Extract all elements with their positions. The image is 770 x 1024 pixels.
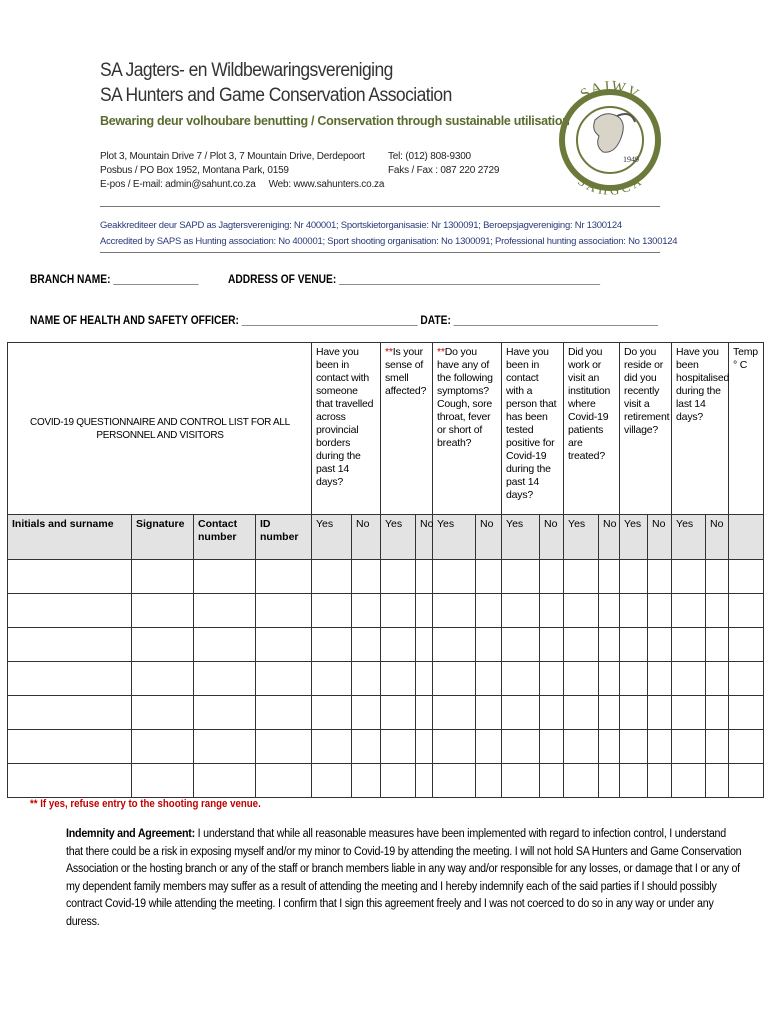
entry-cell[interactable] (256, 662, 312, 696)
entry-cell[interactable] (312, 730, 352, 764)
accreditation-afrikaans: Geakkrediteer deur SAPD as Jagtersvereniging: Nr 400001; Sportskietorganisasie: Nr 1300091; Beroepsjagvereniging: Nr 1300124 (100, 220, 622, 231)
header-no: No (352, 515, 381, 560)
question-travel-contact: Have you been in contact with someone that travelled across provincial borders during the past 14 days? (312, 343, 381, 515)
entry-cell[interactable] (502, 662, 540, 696)
entry-cell[interactable] (648, 594, 672, 628)
entry-cell[interactable] (381, 764, 416, 798)
entry-cell[interactable] (132, 594, 194, 628)
entry-cell[interactable] (132, 764, 194, 798)
entry-cell[interactable] (8, 662, 132, 696)
entry-cell[interactable] (648, 764, 672, 798)
entry-cell[interactable] (706, 560, 729, 594)
question-temperature: Temp ° C (729, 343, 764, 515)
header-yes: Yes (620, 515, 648, 560)
table-row (8, 662, 764, 696)
entry-cell[interactable] (599, 730, 620, 764)
entry-cell[interactable] (620, 560, 648, 594)
question-institution: Did you work or visit an institution where Covid-19 patients are treated? (564, 343, 620, 515)
entry-cell[interactable] (416, 696, 433, 730)
entry-cell[interactable] (502, 594, 540, 628)
entry-cell[interactable] (352, 594, 381, 628)
entry-cell[interactable] (476, 628, 502, 662)
entry-cell[interactable] (352, 764, 381, 798)
table-row (8, 764, 764, 798)
question-row (8, 343, 764, 515)
entry-cell[interactable] (433, 628, 476, 662)
header-yes: Yes (433, 515, 476, 560)
logo-top-text: SAJWV (577, 78, 642, 104)
table-row (8, 560, 764, 594)
entry-cell[interactable] (476, 662, 502, 696)
entry-cell[interactable] (416, 560, 433, 594)
entry-cell[interactable] (476, 696, 502, 730)
entry-cell[interactable] (540, 696, 564, 730)
entry-cell[interactable] (620, 730, 648, 764)
entry-cell[interactable] (706, 730, 729, 764)
header-yes: Yes (312, 515, 352, 560)
entry-cell[interactable] (502, 560, 540, 594)
entry-cell[interactable] (416, 662, 433, 696)
entry-cell[interactable] (648, 628, 672, 662)
entry-cell[interactable] (672, 764, 706, 798)
entry-cell[interactable] (620, 696, 648, 730)
header-no: No (476, 515, 502, 560)
entry-cell[interactable] (352, 730, 381, 764)
health-safety-officer-field[interactable]: NAME OF HEALTH AND SAFETY OFFICER: _______________________________ DATE: ____________________________________ (30, 313, 658, 327)
entry-cell[interactable] (8, 764, 132, 798)
entry-cell[interactable] (672, 662, 706, 696)
entry-cell[interactable] (599, 628, 620, 662)
entry-cell[interactable] (502, 764, 540, 798)
entry-cell[interactable] (194, 730, 256, 764)
entry-cell[interactable] (648, 696, 672, 730)
entry-cell[interactable] (476, 594, 502, 628)
entry-cell[interactable] (352, 560, 381, 594)
entry-cell[interactable] (256, 696, 312, 730)
indemnity-text: I understand that while all reasonable measures have been implemented with regard to infection control, I understand that there could be a risk in exposing myself and/or my minor to Covid-19 by attending the meeting. I will not hold SA Hunters and Game Conservation Association or the hosting branch or any of the staff or branch members liable in any way and/or responsible for any losses, or damage that I or any of my dependent family members may suffer as a result of attending the meeting and I hereby indemnify each of the said parties if I should possibly contract Covid-19 while attending the meeting. I confirm that I sign this agreement freely and I was not coerced to do so in any way or under any duress. (66, 828, 742, 928)
indemnity-label: Indemnity and Agreement: (66, 828, 195, 840)
entry-cell[interactable] (381, 730, 416, 764)
header-no: No (599, 515, 620, 560)
entry-cell[interactable] (256, 730, 312, 764)
indemnity-paragraph (66, 826, 742, 931)
header-yes: Yes (672, 515, 706, 560)
entry-cell[interactable] (706, 628, 729, 662)
column-header-row (8, 515, 764, 560)
entry-cell[interactable] (502, 730, 540, 764)
header-id-number: ID number (256, 515, 312, 560)
refuse-entry-note: ** If yes, refuse entry to the shooting range venue. (30, 798, 261, 810)
address-block (100, 150, 384, 192)
entry-cell[interactable] (729, 594, 764, 628)
entry-cell[interactable] (599, 764, 620, 798)
entry-cell[interactable] (540, 628, 564, 662)
entry-cell[interactable] (706, 594, 729, 628)
entry-cell[interactable] (564, 560, 599, 594)
entry-cell[interactable] (540, 764, 564, 798)
table-row (8, 730, 764, 764)
entry-cell[interactable] (540, 594, 564, 628)
entry-cell[interactable] (433, 560, 476, 594)
entry-cell[interactable] (502, 628, 540, 662)
branch-name-field[interactable]: BRANCH NAME: _______________ (30, 272, 199, 286)
entry-cell[interactable] (706, 662, 729, 696)
header-no: No (706, 515, 729, 560)
entry-cell[interactable] (381, 594, 416, 628)
fax-text: Faks / Fax : 087 220 2729 (388, 165, 500, 176)
entry-cell[interactable] (352, 628, 381, 662)
entry-cell[interactable] (433, 696, 476, 730)
question-symptoms-text: Do you have any of the following symptoms? Cough, sore throat, fever or short of breath? (437, 346, 493, 449)
entry-cell[interactable] (648, 662, 672, 696)
table-row (8, 696, 764, 730)
entry-cell[interactable] (381, 662, 416, 696)
entry-cell[interactable] (672, 594, 706, 628)
entry-cell[interactable] (194, 662, 256, 696)
entry-cell[interactable] (194, 628, 256, 662)
entry-cell[interactable] (706, 696, 729, 730)
logo-year: 1949 (623, 155, 639, 164)
table-row (8, 594, 764, 628)
entry-cell[interactable] (564, 594, 599, 628)
email-text: E-pos / E-mail: admin@sahunt.co.za (100, 179, 256, 190)
sajwv-logo (555, 50, 665, 210)
entry-cell[interactable] (132, 560, 194, 594)
question-smell-text: Is your sense of smell affected? (385, 346, 427, 397)
entry-cell[interactable] (564, 730, 599, 764)
header-temp-blank (729, 515, 764, 560)
entry-cell[interactable] (620, 594, 648, 628)
entry-cell[interactable] (194, 764, 256, 798)
entry-cell[interactable] (540, 662, 564, 696)
header-yes: Yes (381, 515, 416, 560)
divider-bottom (100, 252, 660, 253)
entry-cell[interactable] (599, 560, 620, 594)
entry-cell[interactable] (312, 764, 352, 798)
address-of-venue-field[interactable]: ADDRESS OF VENUE: ______________________________________________ (228, 272, 601, 286)
entry-cell[interactable] (502, 696, 540, 730)
header-no: No (648, 515, 672, 560)
entry-cell[interactable] (648, 730, 672, 764)
header-no: No (540, 515, 564, 560)
email-web-line (100, 178, 384, 192)
table-row (8, 628, 764, 662)
entry-cell[interactable] (132, 730, 194, 764)
entry-cell[interactable] (352, 662, 381, 696)
entry-cell[interactable] (381, 560, 416, 594)
entry-cell[interactable] (672, 628, 706, 662)
questionnaire-table (7, 342, 764, 798)
entry-cell[interactable] (8, 594, 132, 628)
entry-cell[interactable] (256, 560, 312, 594)
entry-cell[interactable] (416, 628, 433, 662)
entry-cell[interactable] (476, 560, 502, 594)
entry-cell[interactable] (132, 662, 194, 696)
entry-cell[interactable] (599, 696, 620, 730)
header-contact-number: Contact number (194, 515, 256, 560)
accreditation-english: Accredited by SAPS as Hunting association: No 400001; Sport shooting organisation: No 1300091; Professional hunting association: No 1300124 (100, 236, 678, 247)
entry-cell[interactable] (729, 560, 764, 594)
required-mark: ** (437, 346, 445, 358)
entry-cell[interactable] (194, 696, 256, 730)
entry-cell[interactable] (312, 628, 352, 662)
entry-cell[interactable] (599, 594, 620, 628)
entry-cell[interactable] (672, 696, 706, 730)
org-name-afrikaans: SA Jagters- en Wildbewaringsvereniging (100, 60, 393, 81)
entry-cell[interactable] (381, 628, 416, 662)
entry-cell[interactable] (540, 730, 564, 764)
required-mark: ** (385, 346, 393, 358)
entry-cell[interactable] (729, 730, 764, 764)
entry-cell[interactable] (8, 628, 132, 662)
entry-cell[interactable] (8, 696, 132, 730)
entry-cell[interactable] (132, 696, 194, 730)
entry-cell[interactable] (433, 730, 476, 764)
entry-cell[interactable] (194, 560, 256, 594)
entry-cell[interactable] (729, 662, 764, 696)
entry-cell[interactable] (672, 730, 706, 764)
entry-cell[interactable] (312, 696, 352, 730)
entry-cell[interactable] (599, 662, 620, 696)
entry-cell[interactable] (620, 662, 648, 696)
entry-cell[interactable] (256, 764, 312, 798)
tel-text: Tel: (012) 808-9300 (388, 151, 471, 162)
header-signature: Signature (132, 515, 194, 560)
document-title: COVID-19 QUESTIONNAIRE AND CONTROL LIST FOR ALL PERSONNEL AND VISITORS (15, 343, 304, 515)
entry-rows (8, 560, 764, 798)
entry-cell[interactable] (729, 764, 764, 798)
address-line-2: Posbus / PO Box 1952, Montana Park, 0159 (100, 165, 289, 176)
logo-bottom-text: SAHGCA (575, 173, 645, 198)
entry-cell[interactable] (381, 696, 416, 730)
address-line-1: Plot 3, Mountain Drive 7 / Plot 3, 7 Mountain Drive, Derdepoort (100, 151, 365, 162)
entry-cell[interactable] (433, 594, 476, 628)
entry-cell[interactable] (564, 662, 599, 696)
web-text: Web: www.sahunters.co.za (268, 179, 385, 190)
entry-cell[interactable] (433, 764, 476, 798)
phone-block (388, 150, 499, 178)
entry-cell[interactable] (416, 764, 433, 798)
entry-cell[interactable] (256, 628, 312, 662)
entry-cell[interactable] (194, 594, 256, 628)
entry-cell[interactable] (256, 594, 312, 628)
entry-cell[interactable] (476, 730, 502, 764)
question-smell (381, 343, 433, 515)
entry-cell[interactable] (620, 628, 648, 662)
entry-cell[interactable] (8, 730, 132, 764)
entry-cell[interactable] (564, 764, 599, 798)
entry-cell[interactable] (729, 696, 764, 730)
entry-cell[interactable] (648, 560, 672, 594)
entry-cell[interactable] (729, 628, 764, 662)
entry-cell[interactable] (132, 628, 194, 662)
entry-cell[interactable] (312, 662, 352, 696)
org-motto: Bewaring deur volhoubare benutting / Conservation through sustainable utilisation (100, 114, 570, 128)
question-symptoms (433, 343, 502, 515)
header-no: No (416, 515, 433, 560)
entry-cell[interactable] (8, 560, 132, 594)
entry-cell[interactable] (564, 628, 599, 662)
header-yes: Yes (502, 515, 540, 560)
header-initials-surname: Initials and surname (8, 515, 132, 560)
entry-cell[interactable] (312, 594, 352, 628)
entry-cell[interactable] (672, 560, 706, 594)
header-yes: Yes (564, 515, 599, 560)
entry-cell[interactable] (416, 594, 433, 628)
entry-cell[interactable] (706, 764, 729, 798)
entry-cell[interactable] (433, 662, 476, 696)
entry-cell[interactable] (312, 560, 352, 594)
entry-cell[interactable] (564, 696, 599, 730)
question-hospitalised: Have you been hospitalised during the last 14 days? (672, 343, 729, 515)
question-retirement-village: Do you reside or did you recently visit a retirement village? (620, 343, 672, 515)
entry-cell[interactable] (352, 696, 381, 730)
entry-cell[interactable] (416, 730, 433, 764)
question-positive-contact: Have you been in contact with a person that has been tested positive for Covid-19 during the past 14 days? (502, 343, 564, 515)
entry-cell[interactable] (540, 560, 564, 594)
org-name-english: SA Hunters and Game Conservation Association (100, 85, 452, 106)
entry-cell[interactable] (476, 764, 502, 798)
entry-cell[interactable] (620, 764, 648, 798)
